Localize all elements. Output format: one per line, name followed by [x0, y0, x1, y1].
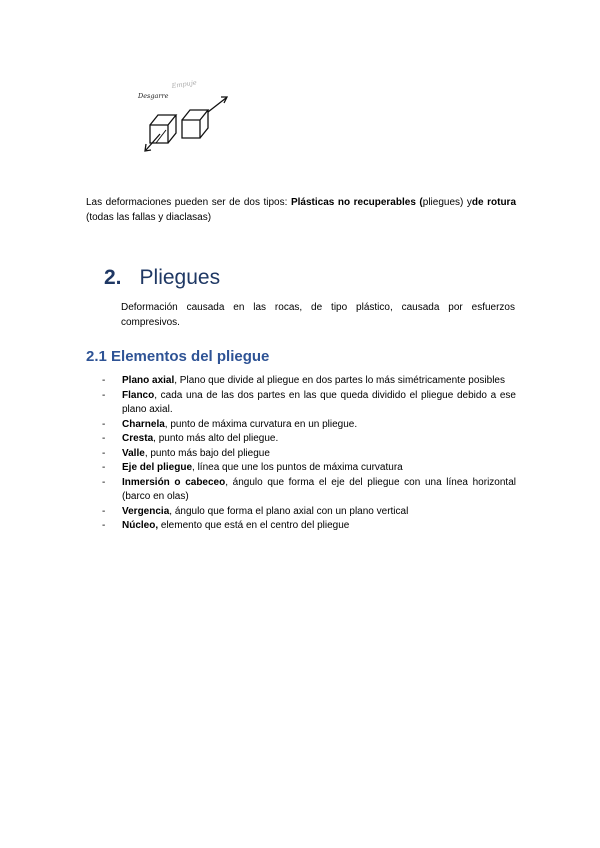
- list-item: - Inmersión o cabeceo, ángulo que forma el eje del pliegue con una línea horizontal (barco en olas): [102, 476, 516, 502]
- intro-text-b: pliegues) y: [422, 197, 472, 208]
- item-term: Vergencia: [122, 505, 170, 517]
- section-title: Pliegues: [139, 266, 221, 289]
- item-desc: , ángulo que forma el eje del pliegue con una línea horizontal (barco en olas): [122, 476, 516, 502]
- item-desc: , punto de máxima curvatura en un pliegue.: [164, 418, 358, 430]
- item-desc: , punto más alto del pliegue.: [153, 433, 279, 444]
- intro-text-c: (todas las fallas y diaclasas): [86, 212, 212, 223]
- subsection-title: 2.1 Elementos del pliegue: [86, 348, 270, 365]
- elements-list: [86, 374, 516, 534]
- section-heading: [104, 266, 220, 290]
- list-item: - Flanco, cada una de las dos partes en las que queda dividido el pliegue debido a ese plano axial.: [102, 389, 516, 415]
- intro-bold-rotura: de rotura: [471, 197, 517, 208]
- list-item: - Charnela, punto de máxima curvatura en un pliegue.: [102, 418, 358, 430]
- item-term: Inmersión o cabeceo: [122, 476, 226, 488]
- item-term: Valle: [122, 447, 145, 459]
- fault-sketch: [130, 70, 250, 165]
- item-term: Flanco: [122, 389, 155, 401]
- sketch-arrow-up: [208, 97, 227, 112]
- section-lead: Deformación causada en las rocas, de tipo plástico, causada por esfuerzos compresivos.: [121, 302, 515, 328]
- item-desc: , línea que une los puntos de máxima curvatura: [192, 462, 403, 473]
- list-item: - Plano axial, Plano que divide al pliegue en dos partes lo más simétricamente posibles: [102, 375, 505, 386]
- item-term: Eje del pliegue: [122, 462, 193, 473]
- list-item: - Núcleo, elemento que está en el centro del pliegue: [102, 520, 350, 531]
- intro-paragraph: [86, 195, 516, 225]
- list-item: - Cresta, punto más alto del pliegue.: [102, 433, 279, 444]
- list-item: - Vergencia, ángulo que forma el plano axial con un plano vertical: [102, 505, 409, 517]
- item-desc: elemento que está en el centro del pliegue: [158, 520, 350, 531]
- sketch-block-right: [182, 110, 208, 138]
- item-term: Cresta: [122, 433, 154, 444]
- item-desc: , Plano que divide al pliegue en dos partes lo más simétricamente posibles: [174, 375, 505, 386]
- item-term: Núcleo,: [122, 520, 159, 531]
- item-desc: , ángulo que forma el plano axial con un plano vertical: [169, 505, 409, 517]
- item-desc: , cada una de las dos partes en las que queda dividido el pliegue debido a ese plano axial.: [122, 389, 516, 415]
- list-item: - Eje del pliegue, línea que une los puntos de máxima curvatura: [102, 462, 403, 473]
- intro-text-a: Las deformaciones pueden ser de dos tipos:: [86, 197, 291, 208]
- item-desc: , punto más bajo del pliegue: [144, 447, 270, 459]
- intro-bold-plasticas: Plásticas no recuperables (: [290, 197, 423, 208]
- list-item: - Valle, punto más bajo del pliegue: [102, 447, 270, 459]
- section-number: 2.: [104, 266, 122, 289]
- item-term: Plano axial: [122, 375, 175, 386]
- sketch-block-left: [150, 115, 176, 143]
- sketch-label-top: Empuje: [171, 78, 198, 90]
- item-term: Charnela: [122, 418, 165, 430]
- sketch-label-left: Desgarre: [138, 92, 169, 100]
